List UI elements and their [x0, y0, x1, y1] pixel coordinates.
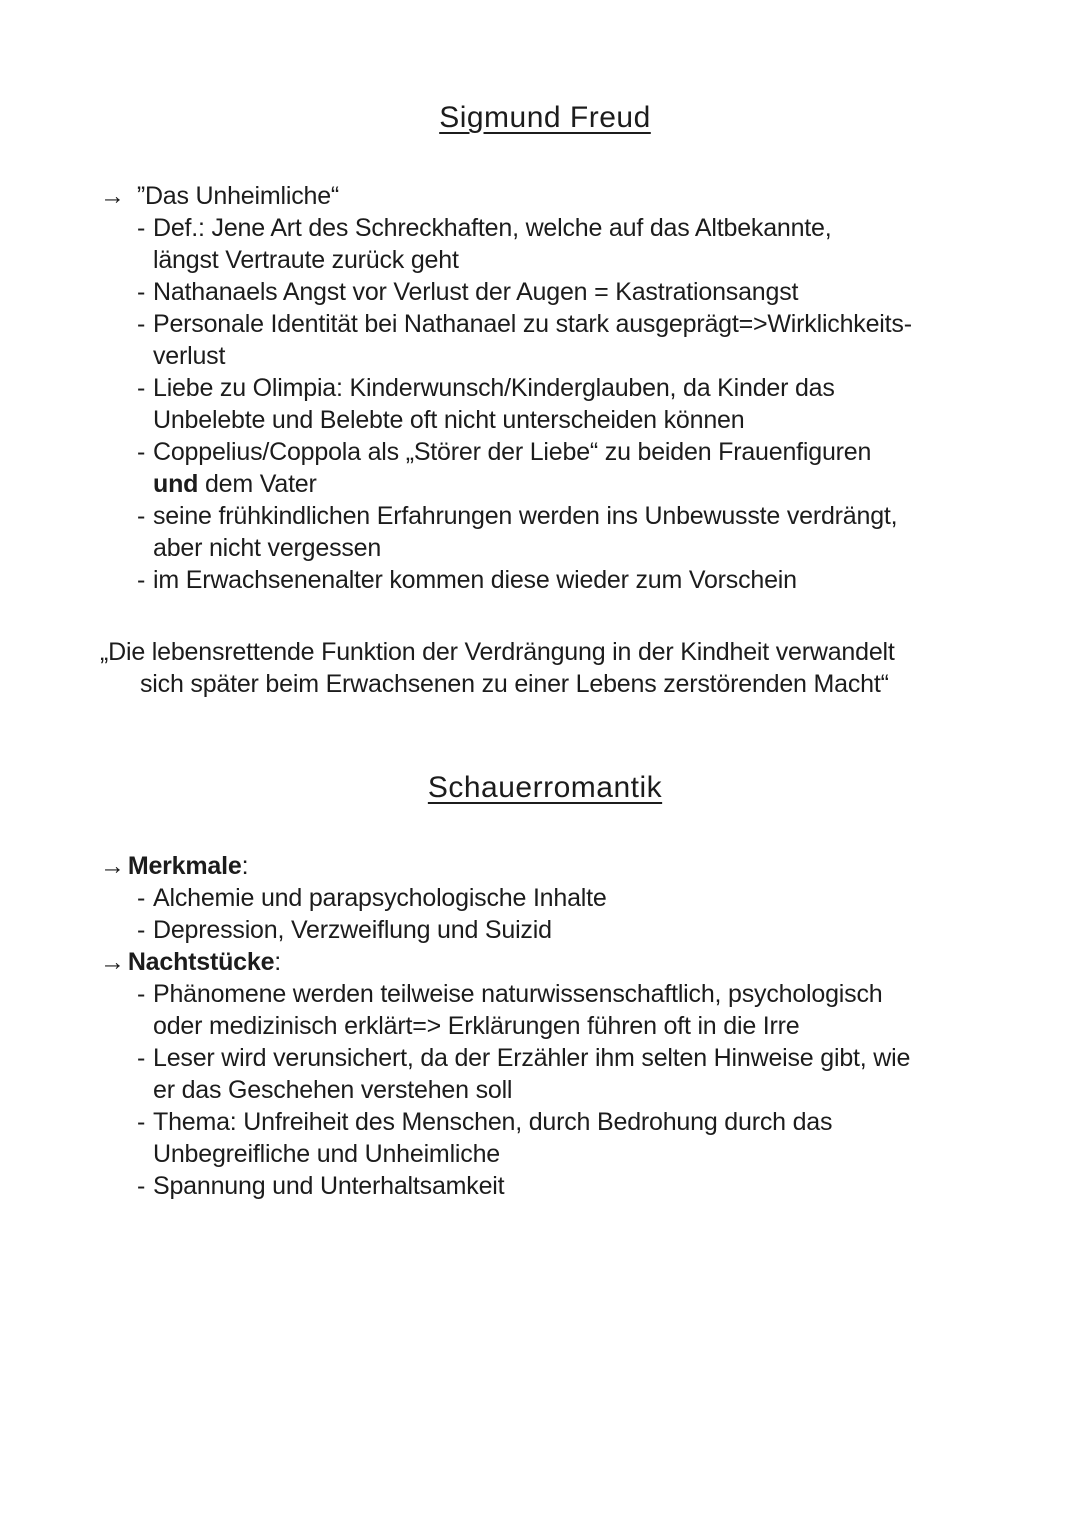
dash-list-item: [100, 212, 990, 276]
text-line: [137, 1074, 990, 1106]
dash-bullet-icon: -: [137, 278, 146, 306]
dash-bullet-icon: -: [137, 438, 146, 466]
text-line: [137, 1042, 990, 1074]
bold-text-segment: Merkmale: [127, 852, 242, 880]
dash-list-item: [100, 308, 990, 372]
text-line: [137, 1106, 990, 1138]
dash-bullet-icon: -: [137, 502, 146, 530]
text-line: [137, 308, 990, 340]
text-line: [100, 850, 990, 882]
dash-list-item: [100, 564, 990, 596]
text-line: [137, 1138, 990, 1170]
section-schauerromantik: [100, 770, 990, 1202]
dash-bullet-icon: -: [137, 374, 146, 402]
section-title-schauerromantik: Schauerromantik: [427, 771, 663, 804]
text-segment: :: [274, 948, 282, 976]
text-line: [137, 436, 990, 468]
text-line: [100, 180, 990, 212]
dash-list-item: [100, 436, 990, 500]
text-segment: „Die lebensrettende Funktion der Verdrängung in der Kindheit verwandelt: [100, 638, 895, 666]
text-segment: Nathanaels Angst vor Verlust der Augen = Kastrationsangst: [153, 278, 799, 306]
text-segment: seine frühkindlichen Erfahrungen werden ins Unbewusste verdrängt,: [153, 502, 898, 530]
text-segment: Phänomene werden teilweise naturwissenschaftlich, psychologisch: [153, 980, 883, 1008]
dash-bullet-icon: -: [137, 980, 146, 1008]
text-line: [137, 276, 990, 308]
dash-bullet-icon: -: [137, 566, 146, 594]
text-segment: Unbegreifliche und Unheimliche: [153, 1140, 500, 1168]
arrow-list-item: [100, 180, 990, 212]
bold-text-segment: Nachtstücke: [127, 948, 275, 976]
dash-list-item: [100, 372, 990, 436]
text-segment: Unbelebte und Belebte oft nicht unterscheiden können: [153, 406, 745, 434]
text-segment: oder medizinisch erklärt=> Erklärungen führen oft in die Irre: [153, 1012, 800, 1040]
text-line: [100, 636, 990, 668]
text-segment: Leser wird verunsichert, da der Erzähler ihm selten Hinweise gibt, wie: [153, 1044, 911, 1072]
text-segment: Thema: Unfreiheit des Menschen, durch Bedrohung durch das: [153, 1108, 833, 1136]
dash-list-item: [100, 914, 990, 946]
text-line: [137, 978, 990, 1010]
dash-list-item: [100, 276, 990, 308]
dash-bullet-icon: -: [137, 310, 146, 338]
text-line: [100, 946, 990, 978]
arrow-bullet-icon: →: [100, 852, 125, 880]
text-line: [137, 500, 990, 532]
dash-list-item: [100, 882, 990, 914]
section-sigmund-freud: [100, 100, 990, 700]
text-segment: im Erwachsenenalter kommen diese wieder zum Vorschein: [153, 566, 797, 594]
text-segment: Personale Identität bei Nathanael zu stark ausgeprägt=>Wirklichkeits-: [153, 310, 912, 338]
text-line: [137, 882, 990, 914]
text-line: [137, 564, 990, 596]
text-line: [137, 1010, 990, 1042]
arrow-list-item: [100, 850, 990, 882]
dash-list-item: [100, 978, 990, 1042]
text-segment: Coppelius/Coppola als „Störer der Liebe“ zu beiden Frauenfiguren: [153, 438, 872, 466]
dash-bullet-icon: -: [137, 1108, 146, 1136]
text-line: [137, 468, 990, 500]
text-segment: dem Vater: [198, 470, 317, 498]
dash-bullet-icon: -: [137, 214, 146, 242]
text-segment: Liebe zu Olimpia: Kinderwunsch/Kinderglauben, da Kinder das: [153, 374, 835, 402]
text-segment: Def.: Jene Art des Schreckhaften, welche auf das Altbekannte,: [153, 214, 832, 242]
document-content: [100, 100, 990, 1202]
text-segment: aber nicht vergessen: [153, 534, 382, 562]
text-line: [137, 404, 990, 436]
text-segment: Spannung und Unterhaltsamkeit: [153, 1172, 505, 1200]
quote-paragraph: [100, 636, 990, 700]
dash-bullet-icon: -: [137, 1044, 146, 1072]
section-title-sigmund-freud: Sigmund Freud: [439, 101, 651, 134]
dash-bullet-icon: -: [137, 916, 146, 944]
text-segment: :: [241, 852, 249, 880]
text-line: [137, 914, 990, 946]
text-line: [137, 212, 990, 244]
dash-list-item: [100, 500, 990, 564]
bold-text-segment: und: [153, 470, 199, 498]
text-segment: ”Das Unheimliche“: [136, 182, 340, 210]
text-line: [137, 532, 990, 564]
dash-list-item: [100, 1106, 990, 1170]
text-segment: Alchemie und parapsychologische Inhalte: [153, 884, 607, 912]
dash-bullet-icon: -: [137, 884, 146, 912]
dash-list-item: [100, 1042, 990, 1106]
text-segment: verlust: [153, 342, 226, 370]
text-line: [137, 1170, 990, 1202]
arrow-bullet-icon: →: [100, 948, 125, 976]
dash-bullet-icon: -: [137, 1172, 146, 1200]
text-segment: er das Geschehen verstehen soll: [153, 1076, 513, 1104]
arrow-list-item: [100, 946, 990, 978]
arrow-bullet-icon: →: [100, 182, 125, 210]
text-segment: sich später beim Erwachsenen zu einer Lebens zerstörenden Macht“: [140, 670, 889, 698]
text-segment: längst Vertraute zurück geht: [153, 246, 459, 274]
text-line: [137, 244, 990, 276]
text-line: [137, 340, 990, 372]
text-segment: Depression, Verzweiflung und Suizid: [153, 916, 552, 944]
text-line: [100, 668, 990, 700]
text-line: [137, 372, 990, 404]
dash-list-item: [100, 1170, 990, 1202]
